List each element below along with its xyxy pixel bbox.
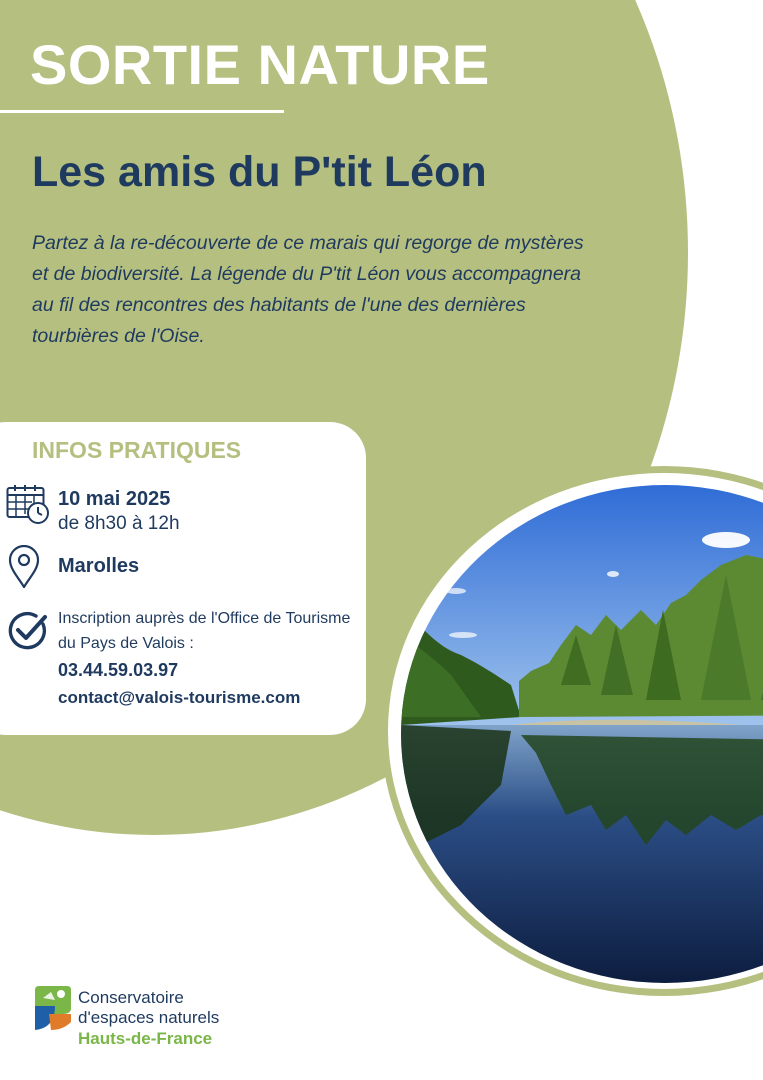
calendar-clock-icon <box>6 484 50 526</box>
event-description: Partez à la re-découverte de ce marais qui regorge de mystères et de biodiversité. La légende du P'tit Léon vous accompagnera au fil des rencontres des habitants de l'une des dernières tourbières de l'Oise. <box>32 232 584 347</box>
logo-text-line2: d'espaces naturels <box>78 1008 220 1027</box>
contact-email[interactable]: contact@valois-tourisme.com <box>58 688 301 707</box>
event-time: de 8h30 à 12h <box>58 513 180 534</box>
logo-text-line1: Conservatoire <box>78 988 184 1007</box>
event-title: Les amis du P'tit Léon <box>32 148 487 196</box>
event-date: 10 mai 2025 <box>58 488 171 510</box>
event-location: Marolles <box>58 555 140 577</box>
registration-text-line1: Inscription auprès de l'Office de Tourisme <box>58 610 351 627</box>
map-pin-icon <box>8 545 40 589</box>
logo-text-line3: Hauts-de-France <box>78 1029 213 1048</box>
contact-phone[interactable]: 03.44.59.03.97 <box>58 660 179 680</box>
check-circle-icon <box>7 610 49 652</box>
flyer-title: SORTIE NATURE <box>30 33 490 96</box>
cen-logo-mark <box>33 984 73 1037</box>
title-underline <box>0 110 284 113</box>
registration-text-line2: du Pays de Valois : <box>58 635 194 652</box>
info-card-title: INFOS PRATIQUES <box>32 437 242 463</box>
